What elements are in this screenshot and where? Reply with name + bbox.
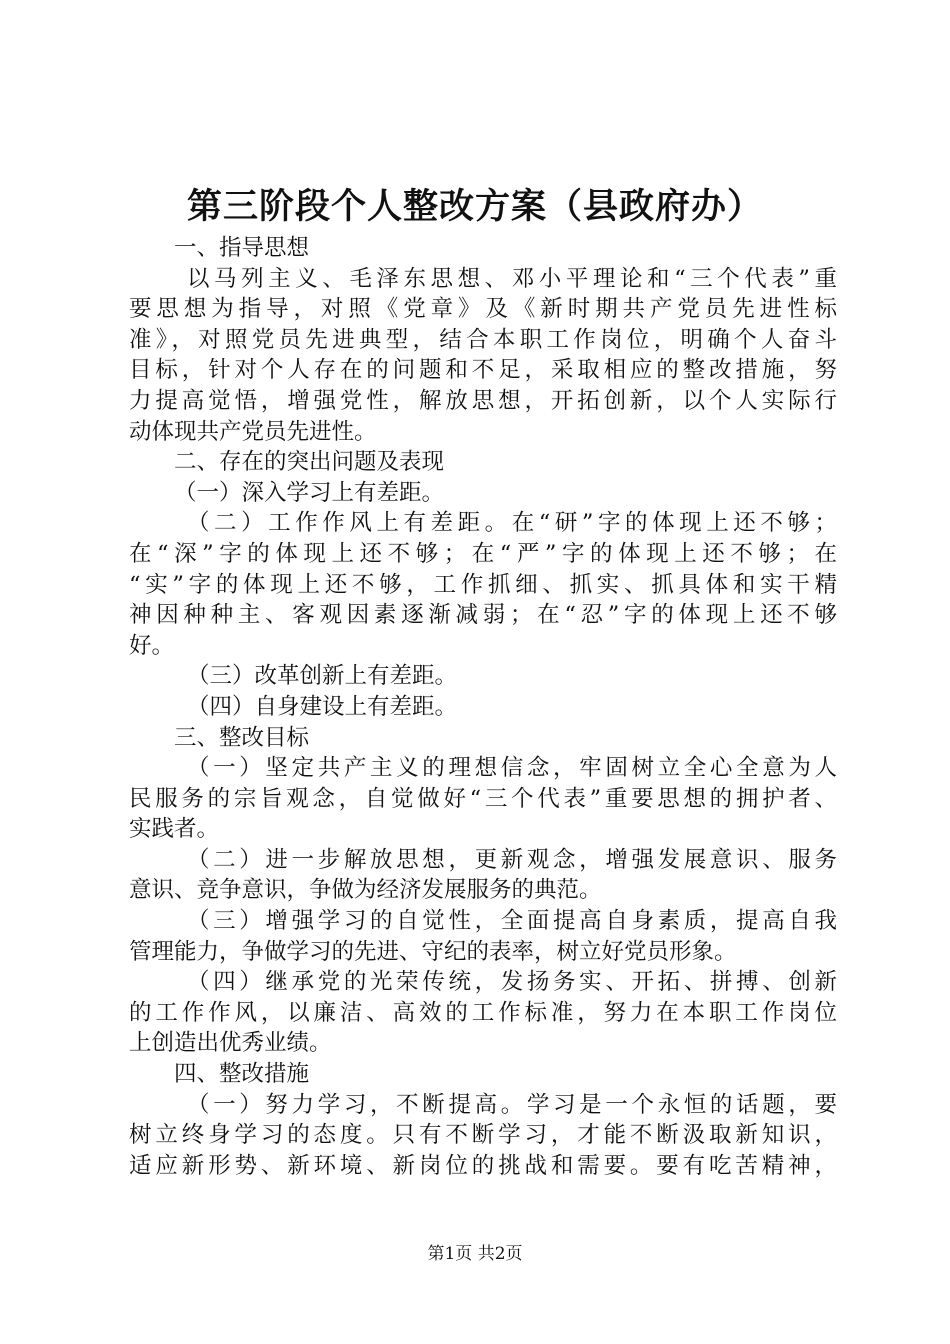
text-line: 管理能力，争做学习的先进、守纪的表率，树立好党员形象。 — [129, 938, 737, 965]
text-line: 的工作作风，以廉洁、高效的工作标准，努力在本职工作岗位 — [129, 999, 837, 1026]
text-line: （四）自身建设上有差距。 — [187, 693, 458, 720]
text-line: （一）坚定共产主义的理想信念，牢固树立全心全意为人 — [187, 755, 837, 782]
text-line: 四、整改措施 — [174, 1061, 310, 1088]
text-line: 二、存在的突出问题及表现 — [174, 449, 445, 476]
text-line: 神因种种主、客观因素逐渐减弱；在“忍”字的体现上还不够 — [129, 602, 837, 629]
text-line: （二）进一步解放思想，更新观念，增强发展意识、服务 — [187, 846, 837, 873]
text-line: 目标，针对个人存在的问题和不足，采取相应的整改措施，努 — [129, 357, 837, 384]
text-line: 好。 — [129, 632, 175, 659]
text-line: 准》，对照党员先进典型，结合本职工作岗位，明确个人奋斗 — [129, 326, 837, 353]
text-line: 力提高觉悟，增强党性，解放思想，开拓创新，以个人实际行 — [129, 387, 837, 414]
document-body — [129, 233, 837, 1181]
text-line: （一）深入学习上有差距。 — [174, 479, 445, 506]
text-line: 意识、竞争意识，争做为经济发展服务的典范。 — [129, 877, 602, 904]
page-footer: 第1页 共2页 — [427, 1244, 523, 1264]
document-title: 第三阶段个人整改方案（县政府办） — [186, 186, 763, 227]
text-line: 实践者。 — [129, 816, 220, 843]
text-line: 树立终身学习的态度。只有不断学习，才能不断汲取新知识， — [129, 1122, 837, 1149]
text-line: 一、指导思想 — [174, 235, 310, 261]
text-line: （一）努力学习，不断提高。学习是一个永恒的话题，要 — [187, 1091, 837, 1118]
text-line: （三）改革创新上有差距。 — [187, 663, 458, 690]
text-line: 在“深”字的体现上还不够；在“严”字的体现上还不够；在 — [129, 540, 837, 567]
text-line: 适应新形势、新环境、新岗位的挑战和需要。要有吃苦精神， — [129, 1152, 837, 1179]
text-line: 动体现共产党员先进性。 — [129, 418, 377, 445]
text-line: （三）增强学习的自觉性，全面提高自身素质，提高自我 — [187, 908, 837, 935]
text-line: 上创造出优秀业绩。 — [129, 1030, 332, 1057]
text-line: 以马列主义、毛泽东思想、邓小平理论和“三个代表”重 — [187, 265, 837, 292]
text-line: （四）继承党的光荣传统，发扬务实、开拓、拼搏、创新 — [187, 969, 837, 996]
text-line: （二）工作作风上有差距。在“研”字的体现上还不够； — [187, 510, 837, 537]
text-line: 要思想为指导，对照《党章》及《新时期共产党员先进性标 — [129, 296, 837, 323]
text-line: “实”字的体现上还不够，工作抓细、抓实、抓具体和实干精 — [129, 571, 837, 598]
text-line: 三、整改目标 — [174, 724, 310, 751]
text-line: 民服务的宗旨观念，自觉做好“三个代表”重要思想的拥护者、 — [129, 785, 837, 812]
